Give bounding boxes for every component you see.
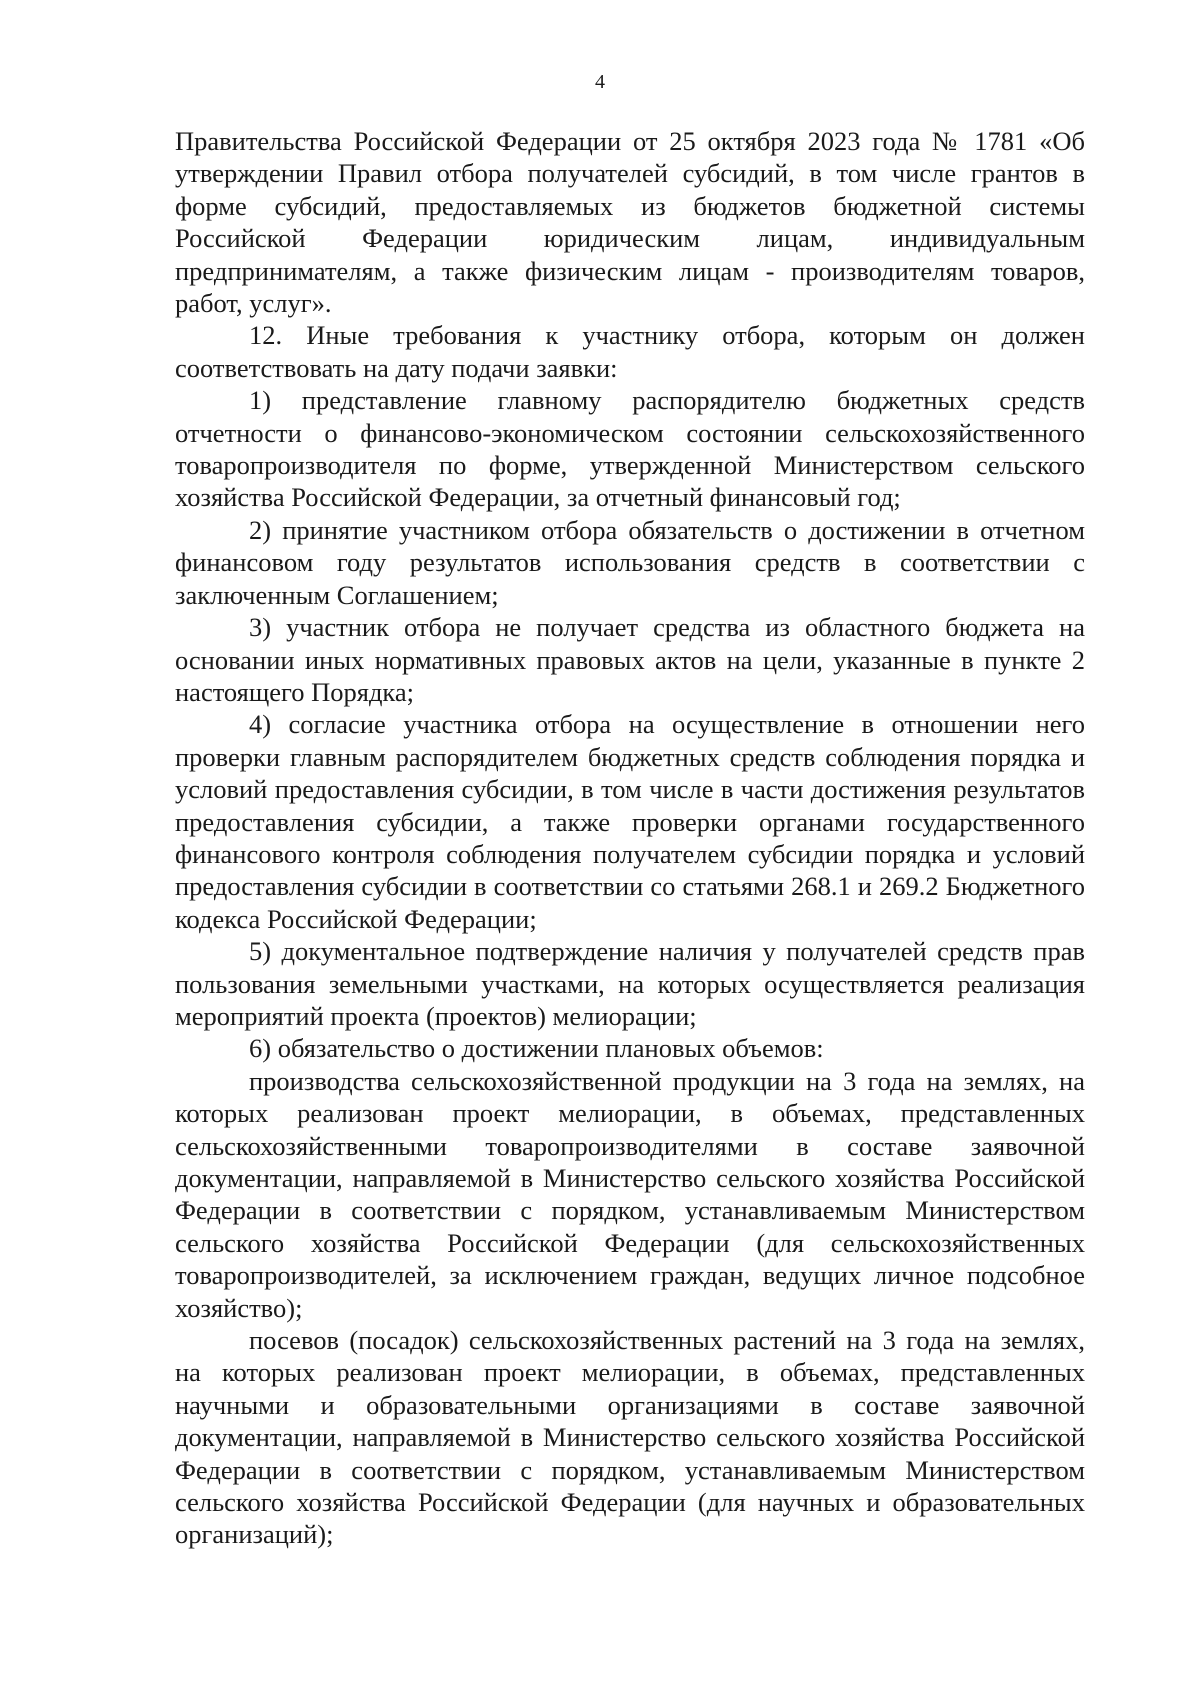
paragraph-continuation: Правительства Российской Федерации от 25 октября 2023 года № 1781 «Об утверждении Правил отбора получателей субсидий, в том числе грантов в форме субсидий, предоставляемых из бюджетов бюджетной системы Российской Федерации юридическим лицам, индивидуальным предпринимателям, а также физическим лицам - производителям товаров, работ, услуг». — [175, 126, 1085, 319]
paragraph-subitem-3: 3) участник отбора не получает средства из областного бюджета на основании иных нормативных правовых актов на цели, указанные в пункте 2 настоящего Порядка; — [175, 612, 1085, 707]
paragraph-subitem-6: 6) обязательство о достижении плановых объемов: — [249, 1033, 824, 1064]
paragraph-subitem-1: 1) представление главному распорядителю бюджетных средств отчетности о финансово-экономическом состоянии сельскохозяйственного товаропроизводителя по форме, утвержденной Министерством сельского хозяйства Российской Федерации, за отчетный финансовый год; — [175, 385, 1085, 513]
paragraph-subitem-4: 4) согласие участника отбора на осуществление в отношении него проверки главным распорядителем бюджетных средств соблюдения порядка и условий предоставления субсидии, в том числе в части достижения результатов предоставления субсидии, а также проверки органами государственного финансового контроля соблюдения получателем субсидии порядка и условий предоставления субсидии в соответствии со статьями 268.1 и 269.2 Бюджетного кодекса Российской Федерации; — [175, 709, 1085, 934]
page-number: 4 — [595, 71, 605, 93]
paragraph-subitem-5: 5) документальное подтверждение наличия у получателей средств прав пользования земельными участками, на которых осуществляется реализация мероприятий проекта (проектов) мелиорации; — [175, 936, 1085, 1031]
document-body — [175, 125, 1085, 1551]
paragraph-planting-volumes: посевов (посадок) сельскохозяйственных растений на 3 года на землях, на которых реализован проект мелиорации, в объемах, представленных научными и образовательными организациями в составе заявочной документации, направляемой в Министерство сельского хозяйства Российской Федерации в соответствии с порядком, устанавливаемым Министерством сельского хозяйства Российской Федерации (для научных и образовательных организаций); — [175, 1325, 1085, 1550]
paragraph-item-12: 12. Иные требования к участнику отбора, которым он должен соответствовать на дату подачи заявки: — [175, 320, 1085, 383]
paragraph-production-volumes: производства сельскохозяйственной продукции на 3 года на землях, на которых реализован проект мелиорации, в объемах, представленных сельскохозяйственными товаропроизводителями в составе заявочной документации, направляемой в Министерство сельского хозяйства Российской Федерации в соответствии с порядком, устанавливаемым Министерством сельского хозяйства Российской Федерации (для сельскохозяйственных товаропроизводителей, за исключением граждан, ведущих личное подсобное хозяйство); — [175, 1065, 1085, 1323]
paragraph-subitem-2: 2) принятие участником отбора обязательств о достижении в отчетном финансовом году результатов использования средств в соответствии с заключенным Соглашением; — [175, 514, 1085, 610]
